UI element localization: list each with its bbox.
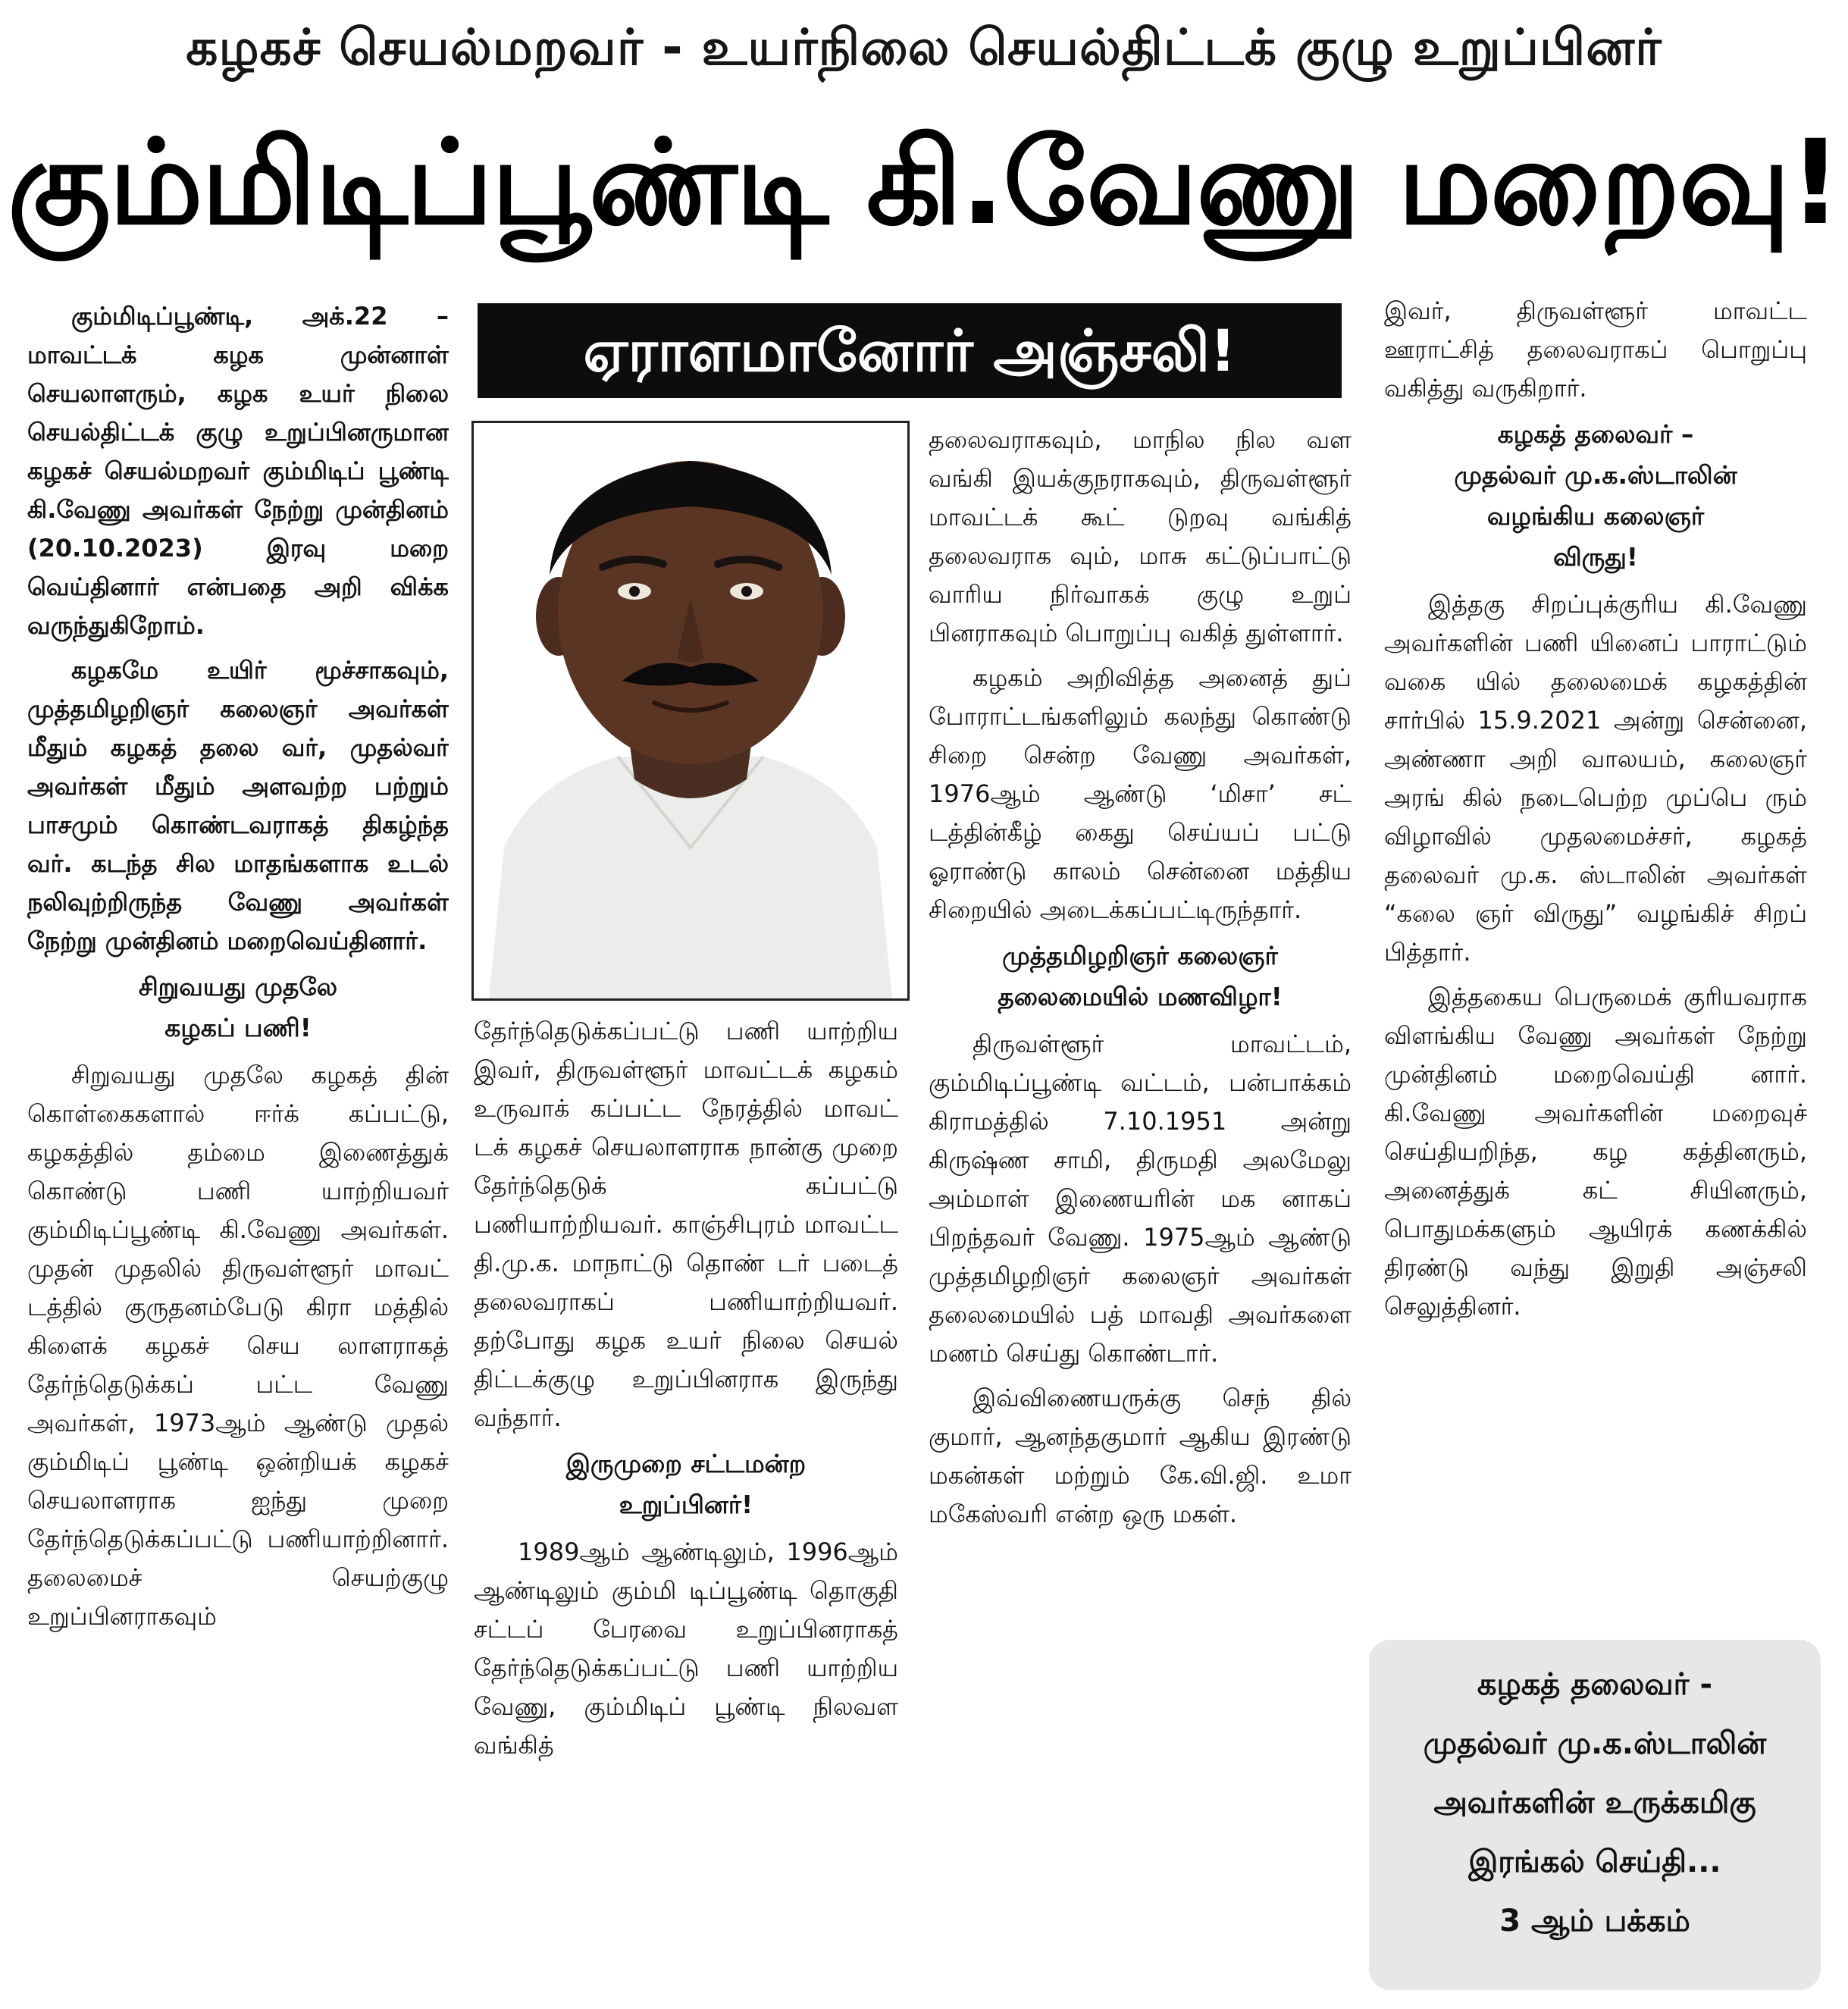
column-1: [27, 297, 449, 1995]
col3-subheading-line-2: தலைமையில் மணவிழா!: [998, 982, 1283, 1011]
column-2: [474, 1012, 898, 1990]
col1-paragraph-3: சிறுவயது முதலே கழகத் தின் கொள்கைகளால் ஈர்க் கப்பட்டு, கழகத்தில் தம்மை இணைத்துக் கொண்டு பணி யாற்றியவர் கும்மிடிப்பூண்டி கி.வேணு அவர்கள். முதன் முதலில் திருவள்ளூர் மாவட் டத்தில் குருதனம்பேடு கிரா மத்தில் கிளைக் கழகச் செய லாளராகத் தேர்ந்தெடுக்கப் பட்ட வேணு அவர்கள், 1973ஆம் ஆண்டு முதல் கும்மிடிப் பூண்டி ஒன்றியக் கழகச் செயலாளராக ஐந்து முறை தேர்ந்தெடுக்கப்பட்டு பணியாற்றினார். தலைமைச் செயற்குழு உறுப்பினராகவும்: [27, 1061, 449, 1631]
column-3: [929, 421, 1352, 1994]
portrait-photo: [471, 421, 910, 1001]
col3-paragraph-2: கழகம் அறிவித்த அனைத் துப் போராட்டங்களிலும் கலந்து கொண்டு சிறை சென்ற வேணு அவர்கள், 1976ஆம் ஆண்டு ‘மிசா’ சட் டத்தின்கீழ் கைது செய்யப் பட்டு ஓராண்டு காலம் சென்னை மத்திய சிறையில் அடைக்கப்பட்டிருந்தார்.: [929, 663, 1352, 924]
col1-paragraph-1: கும்மிடிப்பூண்டி, அக்.22 – மாவட்டக் கழக முன்னாள் செயலாளரும், கழக உயர் நிலை செயல்திட்டக் குழு உறுப்பினருமான கழகச் செயல்மறவர் கும்மிடிப் பூண்டி கி.வேணு அவர்கள் நேற்று முன்தினம் (20.10.2023) இரவு மறை வெய்தினார் என்பதை அறி விக்க வருந்துகிறோம்.: [27, 302, 449, 640]
kicker-line: கழகச் செயல்மறவர் - உயர்நிலை செயல்திட்டக் குழு உறுப்பினர்: [186, 18, 1662, 77]
boxout-line-2: முதல்வர் மு.க.ஸ்டாலின்: [1423, 1726, 1767, 1761]
col4-subheading-line-1: கழகத் தலைவர் –: [1497, 419, 1694, 449]
col4-subheading: [1384, 414, 1807, 578]
column-4: [1384, 292, 1807, 1634]
col3-paragraph-3: திருவள்ளூர் மாவட்டம், கும்மிடிப்பூண்டி வட்டம், பன்பாக்கம் கிராமத்தில் 7.10.1951 அன்று கிருஷ்ண சாமி, திருமதி அலமேலு அம்மாள் இணையரின் மக னாகப் பிறந்தவர் வேணு. 1975ஆம் ஆண்டு முத்தமிழறிஞர் கலைஞர் அவர்கள் தலைமையில் பத் மாவதி அவர்களை மணம் செய்து கொண்டார்.: [929, 1030, 1352, 1368]
col1-subheading-line-2: கழகப் பணி!: [164, 1013, 312, 1042]
col1-subheading: [27, 967, 449, 1048]
col4-subheading-line-3: வழங்கிய கலைஞர்: [1486, 501, 1705, 531]
subhead-banner: ஏராளமானோர் அஞ்சலி!: [478, 303, 1342, 398]
col2-subheading-line-2: உறுப்பினர்!: [619, 1490, 753, 1519]
col2-subheading: [474, 1443, 898, 1525]
col2-paragraph-1: தேர்ந்தெடுக்கப்பட்டு பணி யாற்றிய இவர், திருவள்ளூர் மாவட்டக் கழகம் உருவாக் கப்பட்ட நேரத்தில் மாவட் டக் கழகச் செயலாளராக நான்கு முறை தேர்ந்தெடுக் கப்பட்டு பணியாற்றியவர். காஞ்சிபுரம் மாவட்ட தி.மு.க. மாநாட்டு தொண் டர் படைத் தலைவராகப் பணியாற்றியவர். தற்போது கழக உயர் நிலை செயல் திட்டக்குழு உறுப்பினராக இருந்து வந்தார்.: [474, 1017, 898, 1432]
col1-subheading-line-1: சிறுவயது முதலே: [138, 972, 338, 1001]
col3-subheading: [929, 936, 1352, 1017]
col3-subheading-line-1: முத்தமிழறிஞர் கலைஞர்: [1002, 941, 1278, 970]
boxout-line-4: இரங்கல் செய்தி...: [1468, 1844, 1721, 1879]
col3-paragraph-4: இவ்விணையருக்கு செந் தில் குமார், ஆனந்தகுமார் ஆகிய இரண்டு மகன்கள் மற்றும் கே.வி.ஜி. உமா மகேஸ்வரி என்ற ஒரு மகள்.: [929, 1384, 1352, 1528]
boxout-line-1: கழகத் தலைவர் -: [1477, 1667, 1713, 1702]
col2-subheading-line-1: இருமுறை சட்டமன்ற: [565, 1449, 807, 1478]
col4-paragraph-3: இத்தகைய பெருமைக் குரியவராக விளங்கிய வேணு அவர்கள் நேற்று முன்தினம் மறைவெய்தி னார். கி.வேணு அவர்களின் மறைவுச் செய்தியறிந்த, கழ கத்தினரும், அனைத்துக் கட் சியினரும், பொதுமக்களும் ஆயிரக் கணக்கில் திரண்டு வந்து இறுதி அஞ்சலி செலுத்தினர்.: [1384, 983, 1807, 1321]
condolence-reference-box: [1369, 1640, 1821, 1990]
col2-paragraph-2: 1989ஆம் ஆண்டிலும், 1996ஆம் ஆண்டிலும் கும்மி டிப்பூண்டி தொகுதி சட்டப் பேரவை உறுப்பினராகத் தேர்ந்தெடுக்கப்பட்டு பணி யாற்றிய வேணு, கும்மிடிப் பூண்டி நிலவள வங்கித்: [474, 1537, 898, 1760]
headline: கும்மிடிப்பூண்டி கி.வேணு மறைவு!: [7, 115, 1841, 251]
col4-paragraph-2: இத்தகு சிறப்புக்குரிய கி.வேணு அவர்களின் பணி யினைப் பாராட்டும் வகை யில் தலைமைக் கழகத்தின் சார்பில் 15.9.2021 அன்று சென்னை, அண்ணா அறி வாலயம், கலைஞர் அரங் கில் நடைபெற்ற முப்பெ ரும் விழாவில் முதலமைச்சர், கழகத் தலைவர் மு.க. ஸ்டாலின் அவர்கள் “கலை ஞர் விருது” வழங்கிச் சிறப் பித்தார்.: [1384, 590, 1807, 967]
col3-paragraph-1: தலைவராகவும், மாநில நில வள வங்கி இயக்குநராகவும், திருவள்ளூர் மாவட்டக் கூட் டுறவு வங்கித் தலைவராக வும், மாசு கட்டுப்பாட்டு வாரிய நிர்வாகக் குழு உறுப் பினராகவும் பொறுப்பு வகித் துள்ளார்.: [929, 425, 1352, 647]
col4-subheading-line-4: விருது!: [1553, 542, 1638, 572]
col1-paragraph-2: கழகமே உயிர் மூச்சாகவும், முத்தமிழறிஞர் கலைஞர் அவர்கள் மீதும் கழகத் தலை வர், முதல்வர் அவர்கள் மீதும் அளவற்ற பற்றும் பாசமும் கொண்டவராகத் திகழ்ந்த வர். கடந்த சில மாதங்களாக உடல் நலிவுற்றிருந்த வேணு அவர்கள் நேற்று முன்தினம் மறைவெய்தினார்.: [27, 656, 449, 955]
col4-paragraph-1: இவர், திருவள்ளூர் மாவட்ட ஊராட்சித் தலைவராகப் பொறுப்பு வகித்து வருகிறார்.: [1384, 296, 1807, 403]
col4-subheading-line-2: முதல்வர் மு.க.ஸ்டாலின்: [1454, 460, 1737, 490]
boxout-page-reference: 3 ஆம் பக்கம்: [1499, 1904, 1690, 1938]
boxout-line-3: அவர்களின் உருக்கமிகு: [1433, 1785, 1756, 1820]
